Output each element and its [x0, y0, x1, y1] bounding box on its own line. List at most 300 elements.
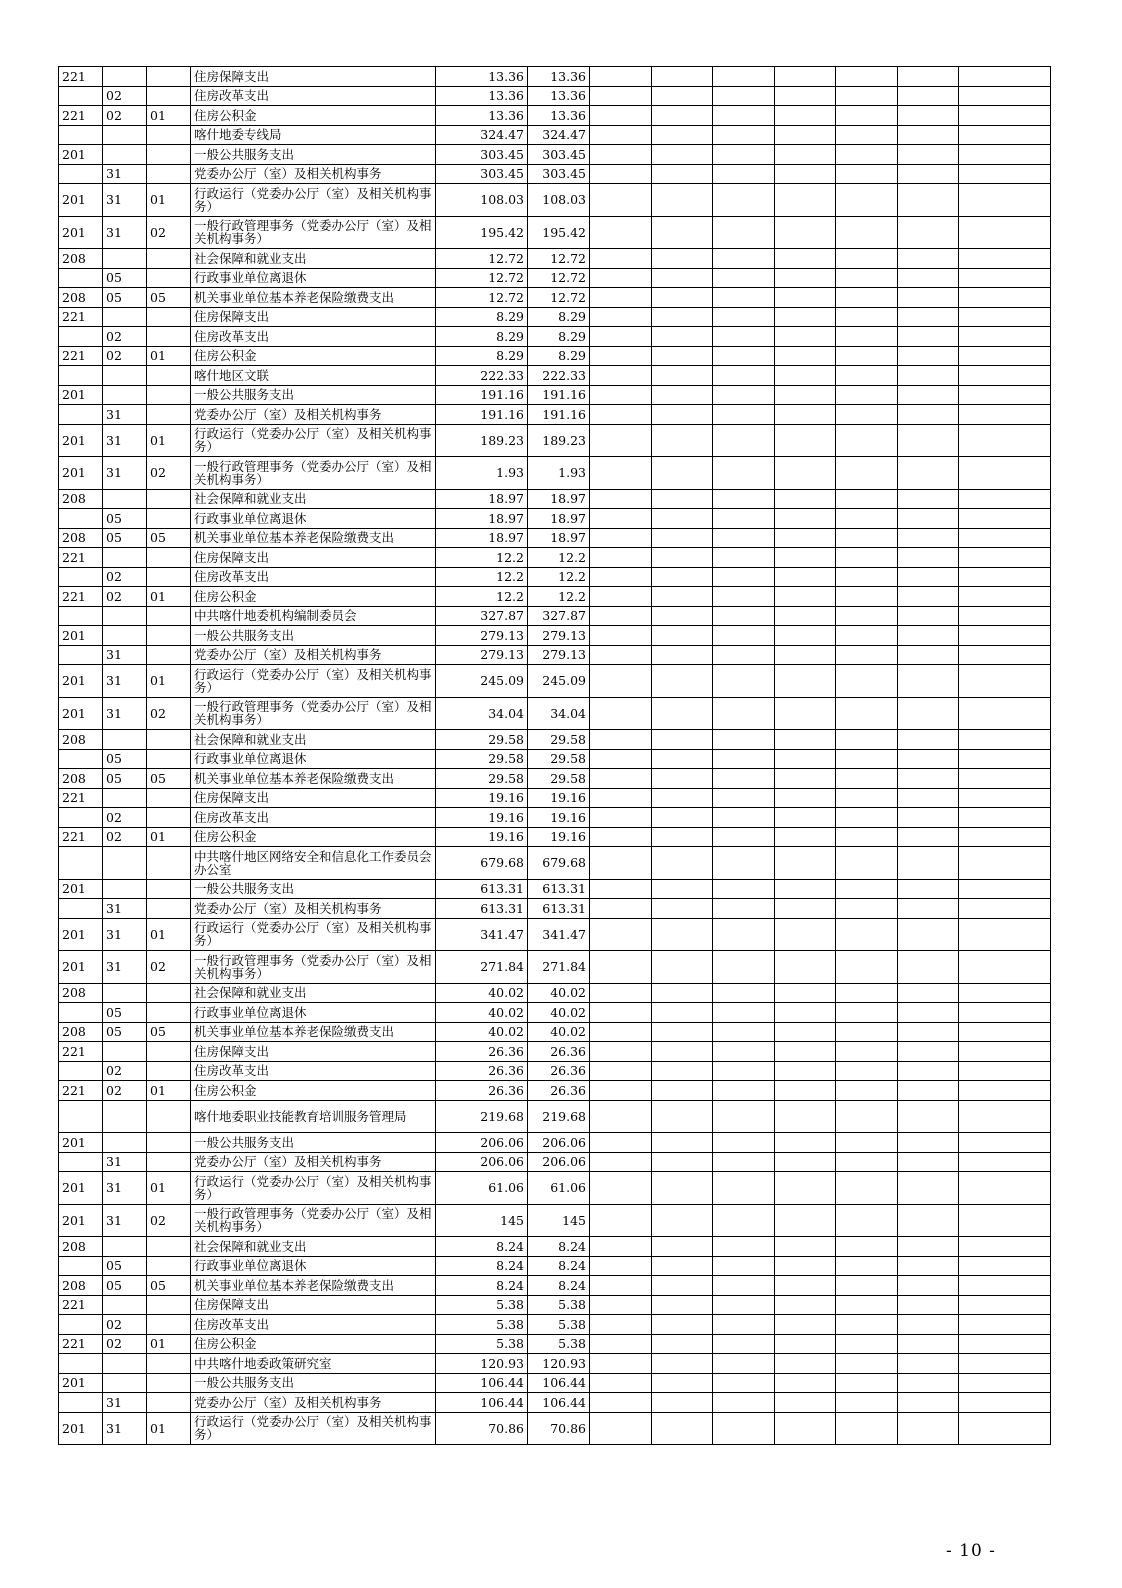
- empty-cell: [898, 424, 959, 457]
- item-name-cell: 住房保障支出: [191, 1042, 436, 1062]
- empty-cell: [713, 626, 775, 646]
- empty-cell: [775, 405, 836, 425]
- empty-cell: [590, 1100, 652, 1133]
- table-row: [59, 184, 1051, 217]
- empty-cell: [959, 528, 1051, 548]
- empty-cell: [836, 327, 898, 347]
- empty-cell: [898, 106, 959, 126]
- item-code-cell: [147, 307, 191, 327]
- empty-cell: [775, 106, 836, 126]
- class-code-cell: 201: [59, 145, 103, 165]
- item-code-cell: 05: [147, 1022, 191, 1042]
- empty-cell: [713, 567, 775, 587]
- empty-cell: [652, 879, 713, 899]
- empty-cell: [836, 626, 898, 646]
- type-code-cell: [103, 1133, 147, 1153]
- basic-amount-cell: 12.2: [528, 567, 590, 587]
- empty-cell: [836, 730, 898, 750]
- empty-cell: [959, 424, 1051, 457]
- empty-cell: [836, 1133, 898, 1153]
- empty-cell: [713, 457, 775, 490]
- empty-cell: [959, 606, 1051, 626]
- empty-cell: [590, 587, 652, 607]
- class-code-cell: 208: [59, 730, 103, 750]
- empty-cell: [959, 827, 1051, 847]
- empty-cell: [652, 125, 713, 145]
- table-row: [59, 899, 1051, 919]
- empty-cell: [590, 697, 652, 730]
- empty-cell: [652, 528, 713, 548]
- class-code-cell: 221: [59, 1334, 103, 1354]
- empty-cell: [836, 1204, 898, 1237]
- empty-cell: [775, 1276, 836, 1296]
- empty-cell: [959, 983, 1051, 1003]
- item-code-cell: [147, 847, 191, 880]
- empty-cell: [590, 879, 652, 899]
- type-code-cell: 31: [103, 405, 147, 425]
- type-code-cell: 05: [103, 1003, 147, 1023]
- basic-amount-cell: 18.97: [528, 489, 590, 509]
- table-row: [59, 67, 1051, 87]
- item-name-cell: 行政事业单位离退休: [191, 268, 436, 288]
- class-code-cell: [59, 1256, 103, 1276]
- item-name-cell: 住房改革支出: [191, 1061, 436, 1081]
- empty-cell: [652, 424, 713, 457]
- empty-cell: [713, 249, 775, 269]
- item-code-cell: [147, 1100, 191, 1133]
- empty-cell: [713, 86, 775, 106]
- total-amount-cell: 12.2: [436, 548, 528, 568]
- table-row: [59, 1133, 1051, 1153]
- empty-cell: [836, 951, 898, 984]
- empty-cell: [836, 1315, 898, 1335]
- empty-cell: [652, 730, 713, 750]
- empty-cell: [959, 951, 1051, 984]
- class-code-cell: [59, 1354, 103, 1374]
- basic-amount-cell: 61.06: [528, 1172, 590, 1205]
- item-code-cell: [147, 626, 191, 646]
- empty-cell: [775, 1022, 836, 1042]
- table-row: [59, 847, 1051, 880]
- basic-amount-cell: 26.36: [528, 1061, 590, 1081]
- empty-cell: [959, 1354, 1051, 1374]
- empty-cell: [590, 567, 652, 587]
- empty-cell: [713, 1172, 775, 1205]
- type-code-cell: 02: [103, 1061, 147, 1081]
- empty-cell: [590, 489, 652, 509]
- basic-amount-cell: 327.87: [528, 606, 590, 626]
- type-code-cell: 31: [103, 184, 147, 217]
- empty-cell: [590, 1237, 652, 1257]
- empty-cell: [590, 1354, 652, 1374]
- class-code-cell: [59, 567, 103, 587]
- empty-cell: [959, 808, 1051, 828]
- empty-cell: [590, 808, 652, 828]
- item-code-cell: [147, 1042, 191, 1062]
- total-amount-cell: 222.33: [436, 366, 528, 386]
- empty-cell: [713, 106, 775, 126]
- empty-cell: [590, 249, 652, 269]
- empty-cell: [590, 1412, 652, 1445]
- item-name-cell: 行政运行（党委办公厅（室）及相关机构事务）: [191, 184, 436, 217]
- empty-cell: [898, 385, 959, 405]
- empty-cell: [590, 1081, 652, 1101]
- table-row: [59, 788, 1051, 808]
- empty-cell: [898, 327, 959, 347]
- empty-cell: [775, 788, 836, 808]
- empty-cell: [959, 587, 1051, 607]
- item-name-cell: 党委办公厅（室）及相关机构事务: [191, 164, 436, 184]
- table-row: [59, 951, 1051, 984]
- empty-cell: [590, 665, 652, 698]
- empty-cell: [590, 405, 652, 425]
- empty-cell: [590, 184, 652, 217]
- basic-amount-cell: 19.16: [528, 788, 590, 808]
- empty-cell: [959, 918, 1051, 951]
- empty-cell: [652, 1152, 713, 1172]
- empty-cell: [959, 645, 1051, 665]
- empty-cell: [959, 1022, 1051, 1042]
- empty-cell: [959, 67, 1051, 87]
- empty-cell: [836, 1100, 898, 1133]
- empty-cell: [959, 327, 1051, 347]
- type-code-cell: [103, 67, 147, 87]
- type-code-cell: 05: [103, 1256, 147, 1276]
- empty-cell: [775, 1042, 836, 1062]
- empty-cell: [713, 730, 775, 750]
- table-row: [59, 489, 1051, 509]
- empty-cell: [713, 879, 775, 899]
- item-code-cell: 02: [147, 697, 191, 730]
- empty-cell: [898, 665, 959, 698]
- empty-cell: [713, 1042, 775, 1062]
- empty-cell: [775, 1393, 836, 1413]
- empty-cell: [652, 899, 713, 919]
- empty-cell: [652, 1256, 713, 1276]
- class-code-cell: [59, 268, 103, 288]
- item-name-cell: 行政事业单位离退休: [191, 749, 436, 769]
- empty-cell: [590, 125, 652, 145]
- empty-cell: [959, 346, 1051, 366]
- empty-cell: [652, 1354, 713, 1374]
- empty-cell: [775, 918, 836, 951]
- item-code-cell: [147, 1152, 191, 1172]
- total-amount-cell: 19.16: [436, 808, 528, 828]
- empty-cell: [713, 216, 775, 249]
- empty-cell: [713, 1334, 775, 1354]
- empty-cell: [898, 1276, 959, 1296]
- table-row: [59, 164, 1051, 184]
- item-name-cell: 行政事业单位离退休: [191, 1256, 436, 1276]
- empty-cell: [898, 788, 959, 808]
- empty-cell: [959, 1256, 1051, 1276]
- empty-cell: [590, 67, 652, 87]
- table-row: [59, 645, 1051, 665]
- basic-amount-cell: 613.31: [528, 879, 590, 899]
- type-code-cell: 31: [103, 1172, 147, 1205]
- empty-cell: [652, 457, 713, 490]
- table-row: [59, 769, 1051, 789]
- empty-cell: [713, 587, 775, 607]
- empty-cell: [713, 528, 775, 548]
- type-code-cell: 02: [103, 587, 147, 607]
- class-code-cell: [59, 327, 103, 347]
- empty-cell: [713, 1393, 775, 1413]
- empty-cell: [959, 1373, 1051, 1393]
- empty-cell: [775, 730, 836, 750]
- empty-cell: [713, 769, 775, 789]
- type-code-cell: 02: [103, 106, 147, 126]
- empty-cell: [652, 1237, 713, 1257]
- empty-cell: [959, 788, 1051, 808]
- empty-cell: [590, 216, 652, 249]
- empty-cell: [652, 548, 713, 568]
- item-code-cell: [147, 567, 191, 587]
- empty-cell: [836, 847, 898, 880]
- basic-amount-cell: 34.04: [528, 697, 590, 730]
- empty-cell: [713, 67, 775, 87]
- empty-cell: [713, 164, 775, 184]
- empty-cell: [836, 288, 898, 308]
- empty-cell: [898, 1081, 959, 1101]
- item-code-cell: [147, 788, 191, 808]
- empty-cell: [775, 145, 836, 165]
- item-code-cell: [147, 366, 191, 386]
- empty-cell: [836, 1042, 898, 1062]
- empty-cell: [652, 216, 713, 249]
- empty-cell: [590, 1204, 652, 1237]
- basic-amount-cell: 1.93: [528, 457, 590, 490]
- basic-amount-cell: 191.16: [528, 405, 590, 425]
- total-amount-cell: 13.36: [436, 86, 528, 106]
- class-code-cell: [59, 808, 103, 828]
- class-code-cell: 208: [59, 489, 103, 509]
- empty-cell: [713, 899, 775, 919]
- total-amount-cell: 613.31: [436, 899, 528, 919]
- empty-cell: [652, 1204, 713, 1237]
- item-name-cell: 中共喀什地委机构编制委员会: [191, 606, 436, 626]
- item-code-cell: [147, 327, 191, 347]
- empty-cell: [959, 249, 1051, 269]
- class-code-cell: [59, 1003, 103, 1023]
- type-code-cell: 31: [103, 918, 147, 951]
- empty-cell: [775, 1172, 836, 1205]
- empty-cell: [775, 847, 836, 880]
- total-amount-cell: 679.68: [436, 847, 528, 880]
- empty-cell: [590, 1334, 652, 1354]
- empty-cell: [590, 106, 652, 126]
- class-code-cell: [59, 1100, 103, 1133]
- empty-cell: [836, 697, 898, 730]
- empty-cell: [836, 1022, 898, 1042]
- item-code-cell: 05: [147, 769, 191, 789]
- empty-cell: [652, 489, 713, 509]
- empty-cell: [836, 125, 898, 145]
- empty-cell: [775, 587, 836, 607]
- class-code-cell: 208: [59, 1237, 103, 1257]
- item-code-cell: [147, 879, 191, 899]
- empty-cell: [959, 1081, 1051, 1101]
- class-code-cell: 201: [59, 424, 103, 457]
- table-row: [59, 879, 1051, 899]
- empty-cell: [652, 184, 713, 217]
- item-name-cell: 中共喀什地委政策研究室: [191, 1354, 436, 1374]
- item-name-cell: 住房保障支出: [191, 548, 436, 568]
- basic-amount-cell: 12.72: [528, 288, 590, 308]
- type-code-cell: [103, 125, 147, 145]
- total-amount-cell: 5.38: [436, 1295, 528, 1315]
- type-code-cell: 31: [103, 457, 147, 490]
- empty-cell: [775, 346, 836, 366]
- class-code-cell: 201: [59, 1412, 103, 1445]
- empty-cell: [775, 1412, 836, 1445]
- empty-cell: [898, 1334, 959, 1354]
- empty-cell: [775, 307, 836, 327]
- class-code-cell: 201: [59, 457, 103, 490]
- item-name-cell: 住房保障支出: [191, 67, 436, 87]
- empty-cell: [713, 1373, 775, 1393]
- empty-cell: [898, 1042, 959, 1062]
- total-amount-cell: 12.2: [436, 567, 528, 587]
- empty-cell: [959, 1295, 1051, 1315]
- total-amount-cell: 324.47: [436, 125, 528, 145]
- empty-cell: [959, 1003, 1051, 1023]
- empty-cell: [713, 827, 775, 847]
- item-name-cell: 住房保障支出: [191, 307, 436, 327]
- type-code-cell: 31: [103, 216, 147, 249]
- empty-cell: [836, 249, 898, 269]
- empty-cell: [898, 1373, 959, 1393]
- total-amount-cell: 13.36: [436, 67, 528, 87]
- total-amount-cell: 106.44: [436, 1393, 528, 1413]
- empty-cell: [898, 1003, 959, 1023]
- item-code-cell: 01: [147, 1172, 191, 1205]
- basic-amount-cell: 29.58: [528, 769, 590, 789]
- empty-cell: [898, 405, 959, 425]
- empty-cell: [590, 1003, 652, 1023]
- total-amount-cell: 8.29: [436, 307, 528, 327]
- type-code-cell: 02: [103, 1081, 147, 1101]
- empty-cell: [590, 86, 652, 106]
- empty-cell: [590, 749, 652, 769]
- class-code-cell: 201: [59, 918, 103, 951]
- empty-cell: [713, 1061, 775, 1081]
- type-code-cell: [103, 548, 147, 568]
- empty-cell: [713, 1237, 775, 1257]
- item-name-cell: 一般公共服务支出: [191, 626, 436, 646]
- basic-amount-cell: 8.24: [528, 1237, 590, 1257]
- basic-amount-cell: 303.45: [528, 164, 590, 184]
- empty-cell: [898, 67, 959, 87]
- type-code-cell: 05: [103, 749, 147, 769]
- item-code-cell: 01: [147, 346, 191, 366]
- total-amount-cell: 303.45: [436, 164, 528, 184]
- empty-cell: [959, 749, 1051, 769]
- empty-cell: [898, 730, 959, 750]
- empty-cell: [652, 366, 713, 386]
- empty-cell: [836, 1295, 898, 1315]
- class-code-cell: [59, 1393, 103, 1413]
- empty-cell: [836, 1152, 898, 1172]
- page-number: - 10 -: [946, 1541, 996, 1561]
- table-row: [59, 1042, 1051, 1062]
- type-code-cell: 02: [103, 808, 147, 828]
- empty-cell: [898, 847, 959, 880]
- empty-cell: [713, 847, 775, 880]
- table-row: [59, 1256, 1051, 1276]
- item-name-cell: 行政运行（党委办公厅（室）及相关机构事务）: [191, 1172, 436, 1205]
- empty-cell: [590, 1152, 652, 1172]
- empty-cell: [898, 1393, 959, 1413]
- type-code-cell: 02: [103, 86, 147, 106]
- basic-amount-cell: 120.93: [528, 1354, 590, 1374]
- empty-cell: [959, 509, 1051, 529]
- empty-cell: [836, 1081, 898, 1101]
- empty-cell: [652, 385, 713, 405]
- empty-cell: [836, 164, 898, 184]
- empty-cell: [898, 548, 959, 568]
- table-row: [59, 1334, 1051, 1354]
- empty-cell: [713, 1412, 775, 1445]
- type-code-cell: 05: [103, 1022, 147, 1042]
- empty-cell: [898, 1412, 959, 1445]
- empty-cell: [836, 106, 898, 126]
- table-row: [59, 366, 1051, 386]
- empty-cell: [836, 145, 898, 165]
- item-code-cell: [147, 1237, 191, 1257]
- type-code-cell: 31: [103, 1412, 147, 1445]
- type-code-cell: [103, 983, 147, 1003]
- class-code-cell: 221: [59, 548, 103, 568]
- item-code-cell: [147, 1295, 191, 1315]
- empty-cell: [713, 125, 775, 145]
- empty-cell: [898, 1172, 959, 1205]
- empty-cell: [898, 1133, 959, 1153]
- empty-cell: [713, 268, 775, 288]
- empty-cell: [713, 327, 775, 347]
- type-code-cell: [103, 366, 147, 386]
- table-row: [59, 606, 1051, 626]
- empty-cell: [775, 1295, 836, 1315]
- item-name-cell: 党委办公厅（室）及相关机构事务: [191, 645, 436, 665]
- empty-cell: [590, 509, 652, 529]
- empty-cell: [836, 1172, 898, 1205]
- empty-cell: [775, 164, 836, 184]
- empty-cell: [713, 1133, 775, 1153]
- class-code-cell: 221: [59, 827, 103, 847]
- table-row: [59, 1003, 1051, 1023]
- empty-cell: [713, 1256, 775, 1276]
- item-name-cell: 住房改革支出: [191, 567, 436, 587]
- table-row: [59, 1315, 1051, 1335]
- empty-cell: [652, 808, 713, 828]
- class-code-cell: [59, 86, 103, 106]
- table-row: [59, 1022, 1051, 1042]
- table-row: [59, 1061, 1051, 1081]
- type-code-cell: 02: [103, 827, 147, 847]
- item-name-cell: 住房改革支出: [191, 86, 436, 106]
- empty-cell: [959, 145, 1051, 165]
- empty-cell: [713, 1354, 775, 1374]
- empty-cell: [959, 106, 1051, 126]
- total-amount-cell: 279.13: [436, 645, 528, 665]
- basic-amount-cell: 40.02: [528, 1022, 590, 1042]
- item-code-cell: [147, 1003, 191, 1023]
- empty-cell: [652, 249, 713, 269]
- item-code-cell: [147, 145, 191, 165]
- empty-cell: [836, 216, 898, 249]
- empty-cell: [652, 1295, 713, 1315]
